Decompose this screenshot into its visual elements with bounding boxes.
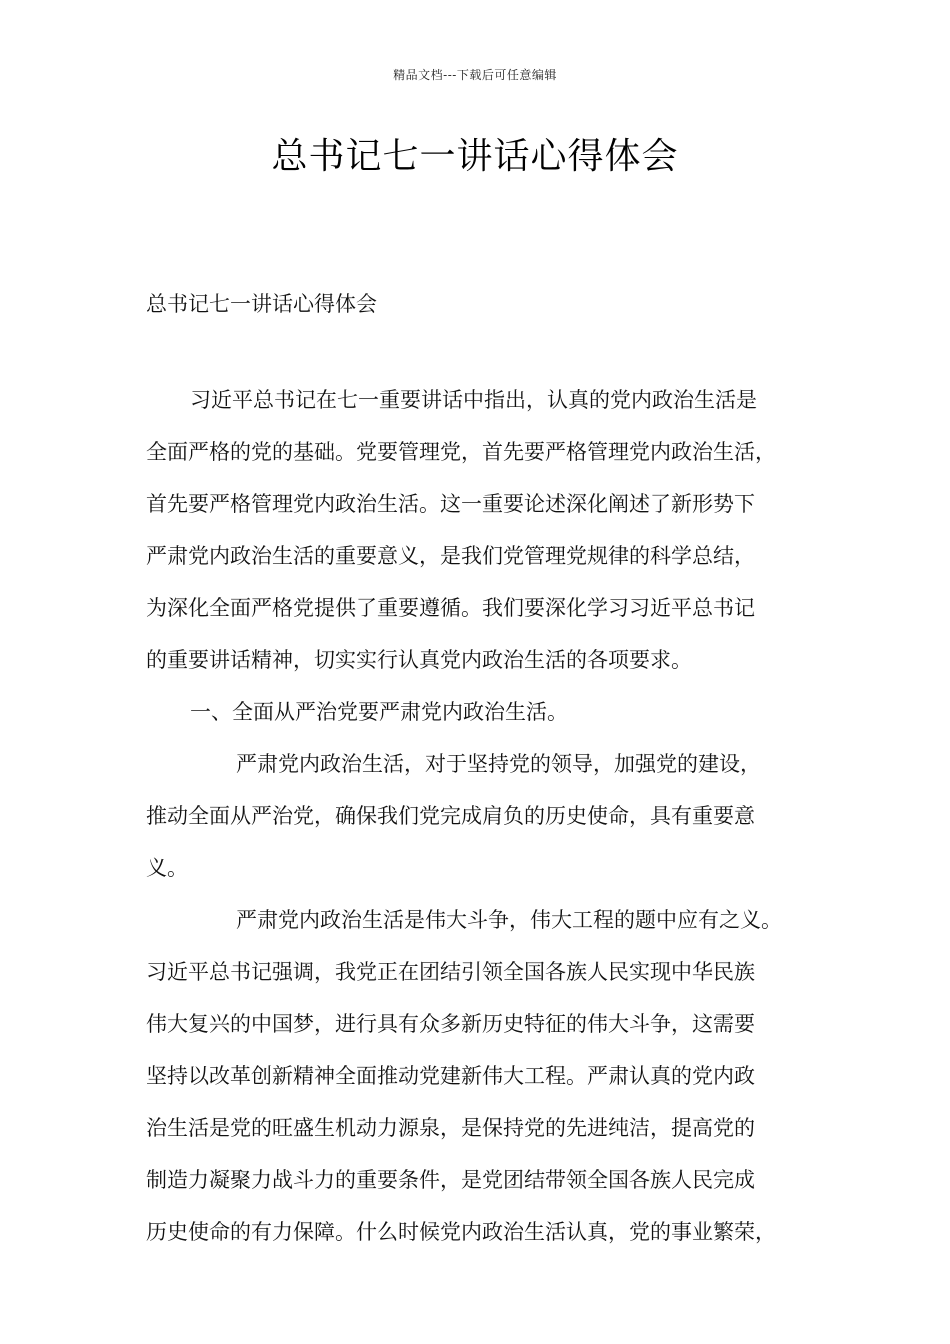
paragraph (146, 903, 826, 1250)
document-body (146, 383, 826, 1267)
text-line: 严肃党内政治生活的重要意义，是我们党管理党规律的科学总结， (146, 544, 755, 568)
text-line: 治生活是党的旺盛生机动力源泉，是保持党的先进纯洁，提高党的 (146, 1116, 755, 1140)
text-line: 坚持以改革创新精神全面推动党建新伟大工程。严肃认真的党内政 (146, 1064, 755, 1088)
text-line: 首先要严格管理党内政治生活。这一重要论述深化阐述了新形势下 (146, 492, 755, 516)
text-line: 为深化全面严格党提供了重要遵循。我们要深化学习习近平总书记 (146, 596, 755, 620)
document-title: 总书记七一讲话心得体会 (271, 136, 679, 177)
text-line: 义。 (146, 856, 188, 880)
header-note: 精品文档---下载后可任意编辑 (393, 68, 557, 82)
text-line: 习近平总书记在七一重要讲话中指出，认真的党内政治生活是 (190, 388, 757, 412)
text-line: 的重要讲话精神，切实实行认真党内政治生活的各项要求。 (146, 648, 692, 672)
text-line: 严肃党内政治生活是伟大斗争，伟大工程的题中应有之义。 (236, 908, 782, 932)
text-line: 严肃党内政治生活，对于坚持党的领导，加强党的建设， (236, 752, 761, 776)
text-line: 一、全面从严治党要严肃党内政治生活。 (190, 700, 568, 724)
paragraph (146, 383, 826, 678)
text-line: 全面严格的党的基础。党要管理党，首先要严格管理党内政治生活， (146, 440, 776, 464)
text-line: 推动全面从严治党，确保我们党完成肩负的历史使命，具有重要意 (146, 804, 755, 828)
text-line: 制造力凝聚力战斗力的重要条件，是党团结带领全国各族人民完成 (146, 1168, 755, 1192)
section-heading (146, 695, 826, 730)
text-line: 伟大复兴的中国梦，进行具有众多新历史特征的伟大斗争，这需要 (146, 1012, 755, 1036)
document-subtitle: 总书记七一讲话心得体会 (146, 292, 377, 316)
text-line: 历史使命的有力保障。什么时候党内政治生活认真，党的事业繁荣， (146, 1220, 776, 1244)
text-line: 习近平总书记强调，我党正在团结引领全国各族人民实现中华民族 (146, 960, 755, 984)
paragraph (146, 747, 826, 886)
